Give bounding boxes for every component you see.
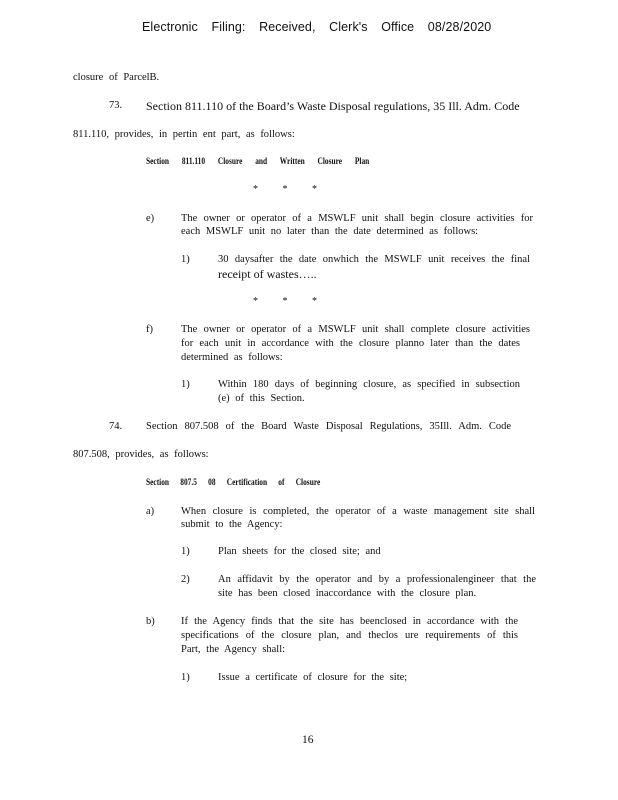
text-line: Within 180 days of beginning closure, as specified in subsection <box>218 379 520 390</box>
text-line: The owner or operator of a MSWLF unit shall begin closure activities for <box>181 213 533 224</box>
text-line: Plan sheets for the closed site; and <box>218 546 381 557</box>
filing-header: Electronic Filing: Received, Clerk's Office 08/28/2020 <box>142 20 492 34</box>
text-line: receipt of wastes….. <box>218 267 317 281</box>
text-line: site has been closed inaccordance with the closure plan. <box>218 588 477 599</box>
text-line: When closure is completed, the operator of a waste management site shall <box>181 506 535 517</box>
list-label: a) <box>146 506 155 517</box>
section-heading: Section 811.110 Closure and Written Closure Plan <box>146 157 370 167</box>
text-line: 30 daysafter the date onwhich the MSWLF unit receives the final <box>218 254 530 265</box>
text-line: closure of ParcelB. <box>73 72 160 83</box>
text-line: 811.110, provides, in pertin ent part, as follows: <box>73 129 295 140</box>
list-label: 1) <box>181 379 190 390</box>
list-label: e) <box>146 213 155 224</box>
text-line: Issue a certificate of closure for the site; <box>218 672 408 683</box>
text-line: Part, the Agency shall: <box>181 644 286 655</box>
paragraph-number: 74. <box>109 421 123 432</box>
ellipsis-stars: * * * <box>253 296 317 307</box>
ellipsis-stars: * * * <box>253 184 317 195</box>
text-line: 807.508, provides, as follows: <box>73 449 209 460</box>
list-label: 2) <box>181 574 190 585</box>
list-label: b) <box>146 616 155 627</box>
text-line: determined as follows: <box>181 352 283 363</box>
text-line: An affidavit by the operator and by a professionalengineer that the <box>218 574 536 585</box>
text-line: If the Agency finds that the site has beenclosed in accordance with the <box>181 616 518 627</box>
text-line: submit to the Agency: <box>181 519 283 530</box>
list-label: 1) <box>181 672 190 683</box>
text-line: specifications of the closure plan, and theclos ure requirements of this <box>181 630 518 641</box>
text-line: for each unit in accordance with the closure planno later than the dates <box>181 338 520 349</box>
page-number: 16 <box>302 734 314 746</box>
list-label: 1) <box>181 546 190 557</box>
paragraph-number: 73. <box>109 100 123 111</box>
text-line: Section 811.110 of the Board’s Waste Disposal regulations, 35 Ill. Adm. Code <box>146 99 520 113</box>
text-line: The owner or operator of a MSWLF unit shall complete closure activities <box>181 324 530 335</box>
text-line: Section 807.508 of the Board Waste Disposal Regulations, 35Ill. Adm. Code <box>146 421 511 432</box>
section-heading: Section 807.5 08 Certification of Closure <box>146 478 321 488</box>
list-label: f) <box>146 324 153 335</box>
text-line: (e) of this Section. <box>218 393 305 404</box>
text-line: each MSWLF unit no later than the date determined as follows: <box>181 226 479 237</box>
list-label: 1) <box>181 254 190 265</box>
